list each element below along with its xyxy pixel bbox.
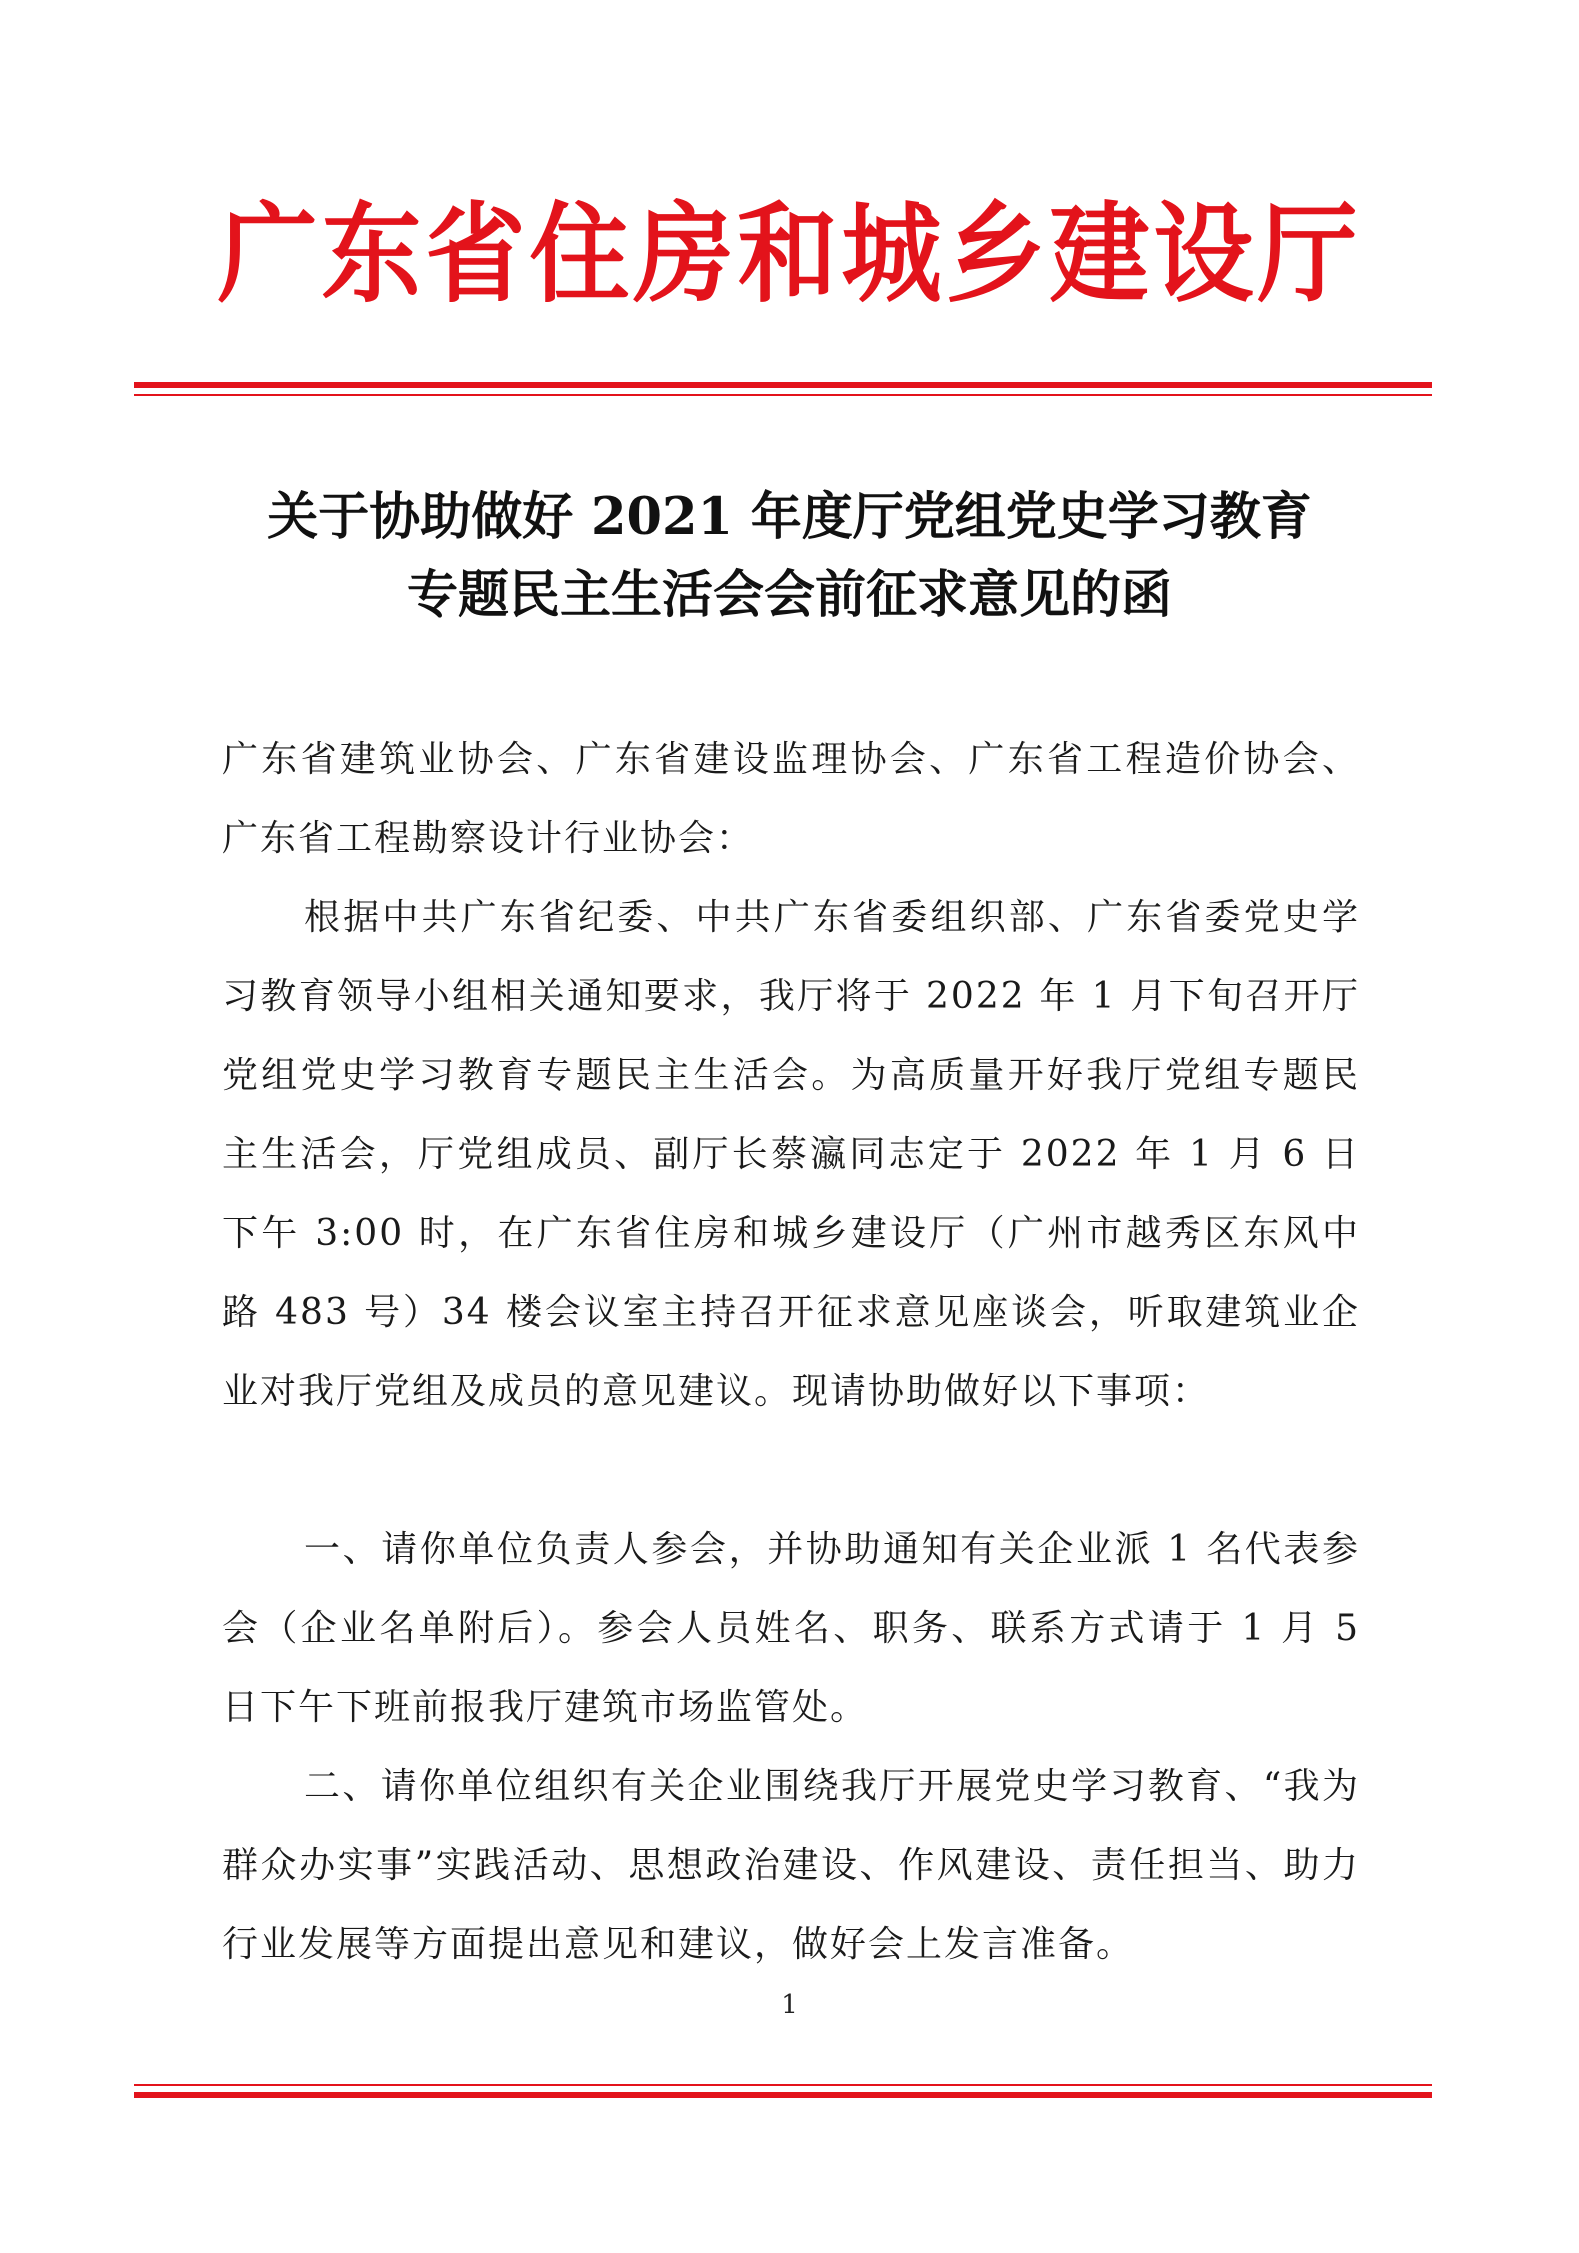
footer-divider-thick xyxy=(134,2092,1432,2098)
document-title-line-2: 专题民主生活会会前征求意见的函 xyxy=(406,565,1172,625)
body-paragraph-2: 一、请你单位负责人参会，并协助通知有关企业派 1 名代表参会（企业名单附后）。参会人员姓名、职务、联系方式请于 1 月 5 日下午下班前报我厅建筑市场监管处。 xyxy=(222,1529,1360,1728)
body-paragraph-3: 二、请你单位组织有关企业围绕我厅开展党史学习教育、“我为群众办实事”实践活动、思想政治建设、作风建设、责任担当、助力行业发展等方面提出意见和建议，做好会上发言准备。 xyxy=(222,1766,1360,1965)
page-number: 1 xyxy=(781,1990,798,2020)
footer-divider-thin xyxy=(134,2084,1432,2086)
masthead-organization: 广东省住房和城乡建设厅 xyxy=(217,191,1362,318)
recipient-line: 广东省建筑业协会、广东省建设监理协会、广东省工程造价协会、广东省工程勘察设计行业协会： xyxy=(222,739,1360,859)
document-title-line-1: 关于协助做好 2021 年度厅党组党史学习教育 xyxy=(267,487,1312,547)
body-paragraph-1: 根据中共广东省纪委、中共广东省委组织部、广东省委党史学习教育领导小组相关通知要求，我厅将于 2022 年 1 月下旬召开厅党组党史学习教育专题民主生活会。为高质量开好我厅党组专题民主生活会，厅党组成员、副厅长蔡瀛同志定于 2022 年 1 月 6 日下午 3:00 时，在广东省住房和城乡建设厅（广州市越秀区东风中路 483 号）34 楼会议室主持召开征求意见座谈会，听取建筑业企业对我厅党组及成员的意见建议。现请协助做好以下事项： xyxy=(222,897,1360,1412)
header-divider-thick xyxy=(134,382,1432,388)
header-divider-thin xyxy=(134,394,1432,396)
